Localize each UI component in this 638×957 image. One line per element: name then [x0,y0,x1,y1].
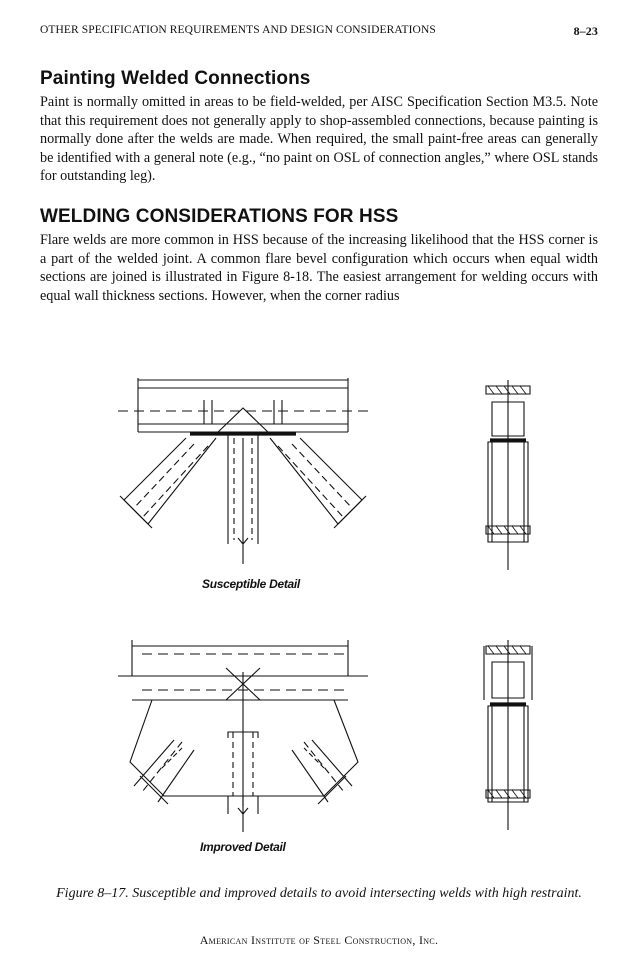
paragraph-hss: Flare welds are more common in HSS because of the increasing likelihood that the HSS corner is a part of the welded joint. A common flare bevel configuration which occurs when equal width sections are joined is illustrated in Figure 8-18. The easiest arrangement for welding occurs with equal wall thickness sections. However, when the corner radius [40,232,598,304]
improved-detail-drawing [112,636,374,838]
running-head-title: OTHER SPECIFICATION REQUIREMENTS AND DESIGN CONSIDERATIONS [40,24,436,36]
page-number: 8–23 [573,24,598,38]
susceptible-section-drawing [478,380,538,570]
section-heading-painting: Painting Welded Connections [40,68,311,89]
paragraph-painting: Paint is normally omitted in areas to be field-welded, per AISC Specification Section M3.5. Note that this requirement does not generally apply to shop-assembled connections, because painting is normally done after the welds are made. When required, the small paint-free areas can generally be identified with a general note (e.g., “no paint on OSL of connection angles,” where OSL stands for outstanding leg). [40,94,598,184]
page-footer: American Institute of Steel Construction, Inc. [199,933,439,947]
susceptible-detail-drawing [112,368,374,570]
improved-section-drawing [478,640,538,830]
improved-detail-label: Improved Detail [200,840,286,854]
running-head [40,24,598,36]
figure-caption: Figure 8–17. Susceptible and improved details to avoid intersecting welds with high restraint. [56,886,582,901]
section-heading-hss: WELDING CONSIDERATIONS FOR HSS [40,206,399,227]
susceptible-detail-label: Susceptible Detail [202,577,300,591]
